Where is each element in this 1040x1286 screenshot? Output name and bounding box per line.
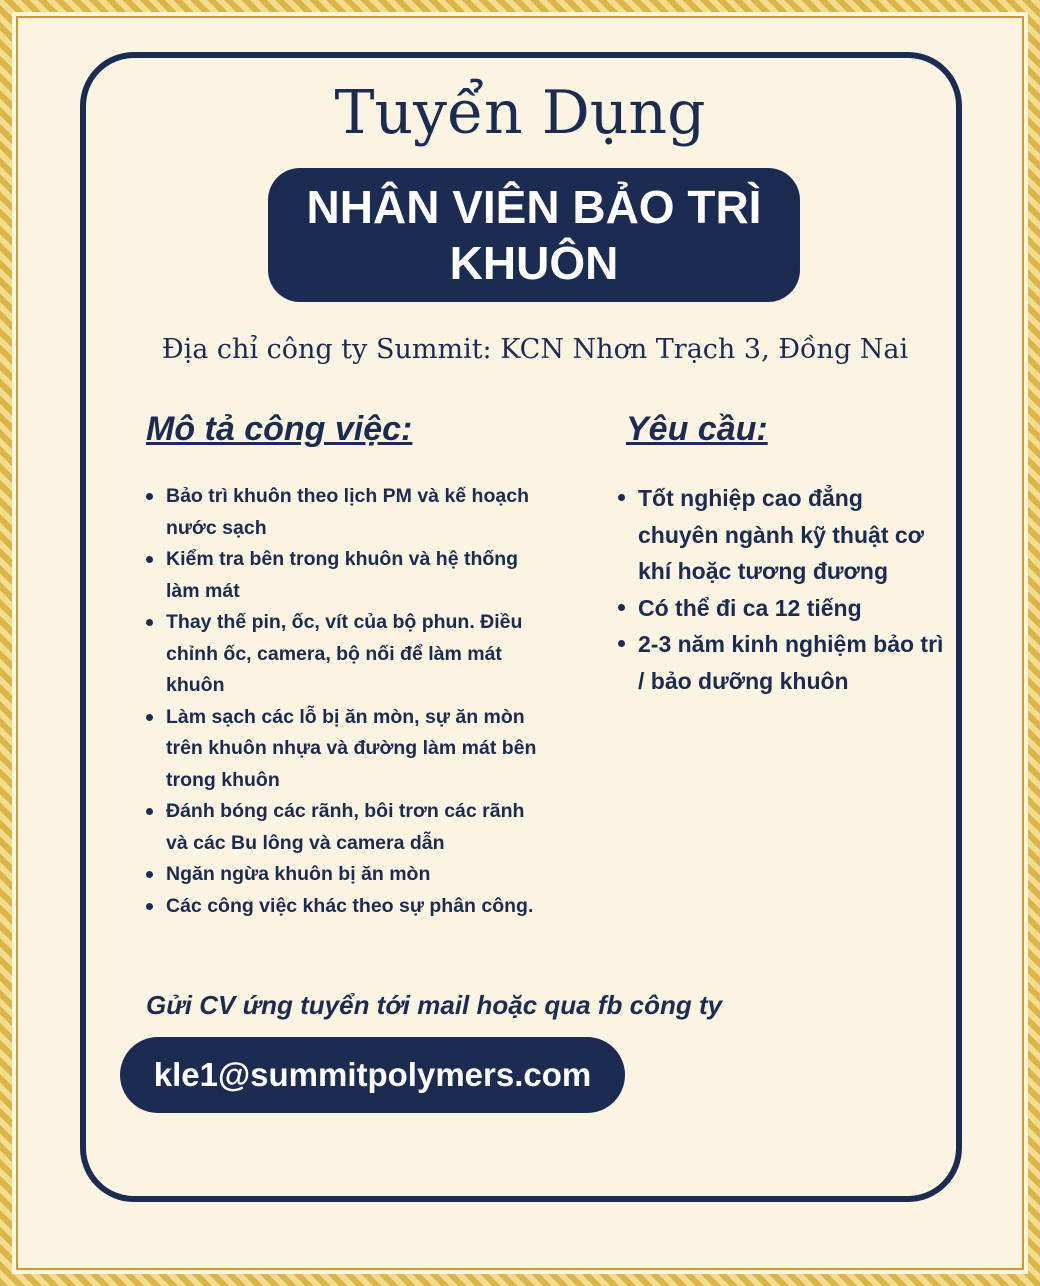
list-item: Ngăn ngừa khuôn bị ăn mòn xyxy=(146,859,546,891)
requirements-heading: Yêu cầu: xyxy=(626,410,768,448)
list-item: Thay thế pin, ốc, vít của bộ phun. Điều chỉnh ốc, camera, bộ nối để làm mát khuôn xyxy=(146,607,546,702)
list-item: Các công việc khác theo sự phân công. xyxy=(146,891,546,923)
list-item: Có thể đi ca 12 tiếng xyxy=(618,590,948,627)
list-item: 2-3 năm kinh nghiệm bảo trì / bảo dưỡng khuôn xyxy=(618,626,948,699)
page-title: Tuyển Dụng xyxy=(334,78,706,148)
job-description-list xyxy=(146,481,546,922)
requirements-list xyxy=(618,480,948,699)
email-address[interactable]: kle1@summitpolymers.com xyxy=(153,1056,592,1093)
position-banner xyxy=(268,168,800,302)
list-item: Kiểm tra bên trong khuôn và hệ thống làm mát xyxy=(146,544,546,607)
list-item: Bảo trì khuôn theo lịch PM và kế hoạch nước sạch xyxy=(146,481,546,544)
email-badge[interactable] xyxy=(120,1037,625,1113)
list-item: Tốt nghiệp cao đẳng chuyên ngành kỹ thuật cơ khí hoặc tương đương xyxy=(618,480,948,590)
company-address: Địa chỉ công ty Summit: KCN Nhơn Trạch 3, Đồng Nai xyxy=(161,334,909,365)
apply-instructions: Gửi CV ứng tuyển tới mail hoặc qua fb công ty xyxy=(146,990,723,1020)
list-item: Làm sạch các lỗ bị ăn mòn, sự ăn mòn trên khuôn nhựa và đường làm mát bên trong khuôn xyxy=(146,702,546,797)
job-description-heading: Mô tả công việc: xyxy=(146,410,413,448)
position-title: NHÂN VIÊN BẢO TRÌ KHUÔN xyxy=(306,181,762,289)
list-item: Đánh bóng các rãnh, bôi trơn các rãnh và các Bu lông và camera dẫn xyxy=(146,796,546,859)
